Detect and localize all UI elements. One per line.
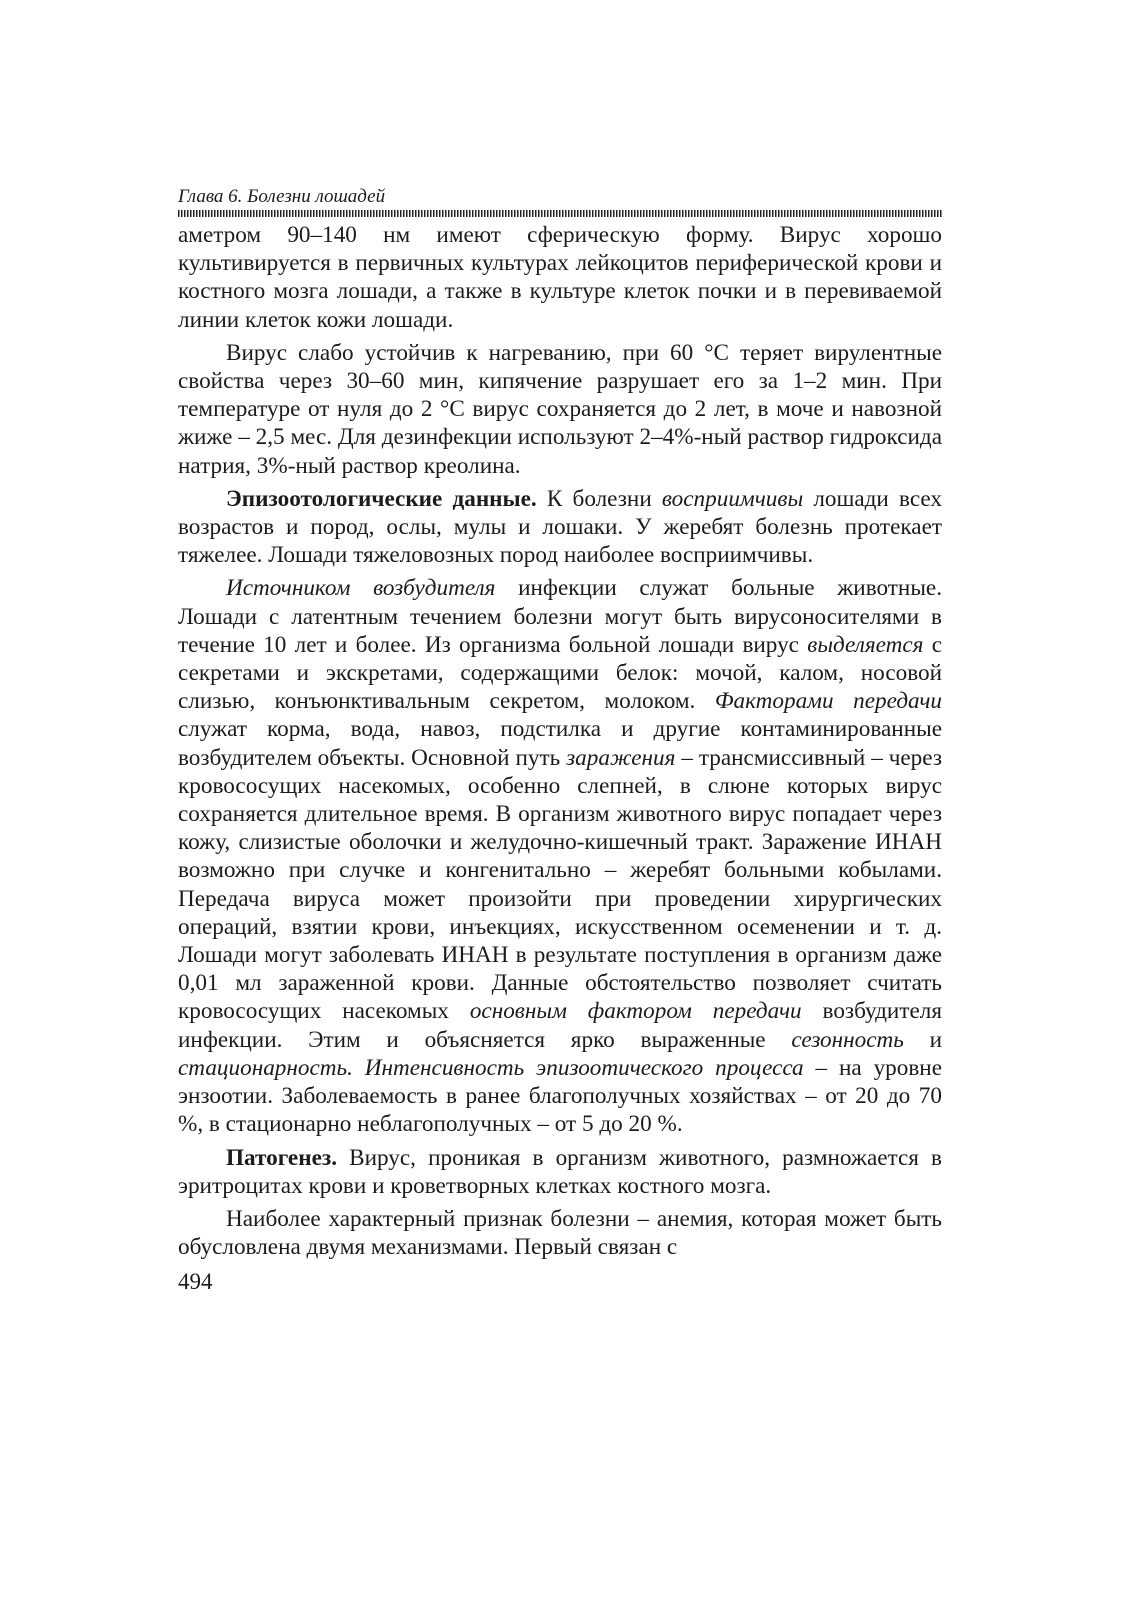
paragraph [178, 221, 942, 334]
italic-run: стационарность. [178, 1054, 353, 1081]
bold-run: Патогенез. [226, 1144, 337, 1171]
text-run: Вирус, проникая в организм животного, размножается в эритроцитах крови и кроветворных клетках костного мозга. [178, 1144, 942, 1199]
text-run: возбудителя инфекции. Этим и объясняется ярко выраженные [178, 998, 942, 1053]
bold-run: Эпизоотологические данные. [226, 485, 537, 512]
text-run: К болезни [536, 485, 662, 512]
paragraph [178, 574, 942, 1138]
header-rule [178, 210, 942, 217]
italic-run: сезонность [791, 1026, 904, 1053]
book-page [178, 186, 942, 1295]
text-run: служат корма, вода, навоз, подстилка и другие контаминированные возбудителем объекты. Основной путь [178, 716, 942, 771]
paragraph [178, 339, 942, 480]
text-run [353, 1055, 365, 1081]
italic-run: основным фактором передачи [469, 998, 802, 1025]
italic-run: заражения [566, 744, 676, 771]
italic-run: выделяется [807, 631, 924, 658]
text-run: с секретами и экскретами, содержащими белок: мочой, калом, носовой слизью, конъюнктивальным секретом, молоком. [178, 631, 942, 715]
text-run: лошади всех возрастов и пород, ослы, мулы и лошаки. У жеребят болезнь протекает тяжелее. Лошади тяжеловозных пород наиболее восприимчивы. [178, 485, 942, 569]
text-run: – на уровне энзоотии. Заболеваемость в ранее благополучных хозяйствах – от 20 до 70 %, в стационарно неблагополучных – от 5 до 20 %. [178, 1054, 942, 1138]
italic-run: Источником возбудителя [226, 575, 496, 602]
italic-run: восприимчивы [661, 485, 804, 512]
text-run: – трансмиссивный – через кровососущих насекомых, особенно слепней, в слюне которых вирус сохраняется длительное время. В организм животного вирус попадает через кожу, слизистые оболочки и желудочно-кишечный тракт. Заражение ИНАН возможно при случке и конгенитально – жеребят больными кобылами. Передача вируса может произойти при проведении хирургических операций, взятии крови, инъекциях, искусственном осеменении и т. д. Лошади могут заболевать ИНАН в результате поступления в организм даже 0,01 мл зараженной крови. Данные обстоятельство позволяет считать кровососущих насекомых [178, 744, 942, 1025]
paragraph [178, 1144, 942, 1200]
text-run: аметром 90–140 нм имеют сферическую форму. Вирус хорошо культивируется в первичных культурах лейкоцитов периферической крови и костного мозга лошади, а также в культуре клеток почки и в перевиваемой линии клеток кожи лошади. [178, 222, 942, 333]
page-number: 494 [178, 1269, 213, 1295]
text-run: инфекции служат больные животные. Лошади с латентным течением болезни могут быть вирусоносителями в течение 10 лет и более. Из организма больной лошади вирус [178, 575, 942, 658]
text-run: и [903, 1026, 942, 1053]
body-text [178, 221, 942, 1261]
paragraph [178, 1205, 942, 1261]
paragraph [178, 485, 942, 570]
text-run: Наиболее характерный признак болезни – анемия, которая может быть обусловлена двумя механизмами. Первый связан с [178, 1205, 942, 1261]
text-run: Вирус слабо устойчив к нагреванию, при 60 °С теряет вирулентные свойства через 30–60 мин, кипячение разрушает его за 1–2 мин. При температуре от нуля до 2 °С вирус сохраняется до 2 лет, в моче и навозной жиже – 2,5 мес. Для дезинфекции используют 2–4%-ный раствор гидроксида натрия, 3%-ный раствор креолина. [178, 339, 942, 479]
italic-run: Интенсивность эпизоотического процесса [364, 1054, 804, 1081]
running-header: Глава 6. Болезни лошадей [178, 186, 386, 207]
italic-run: Факторами передачи [714, 688, 942, 715]
